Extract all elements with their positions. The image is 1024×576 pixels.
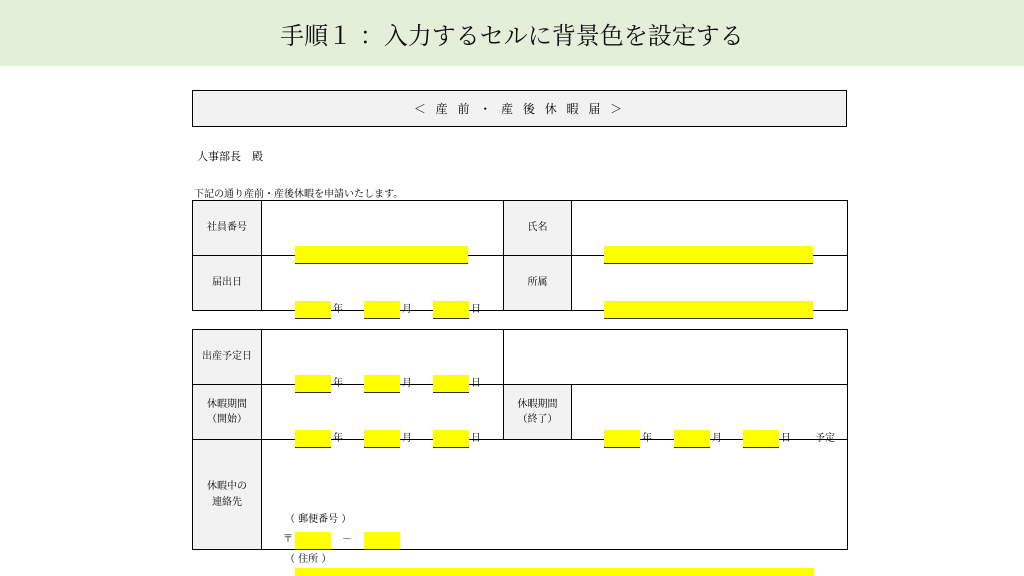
label-department: 所属 bbox=[504, 256, 572, 311]
unit-day: 日 bbox=[471, 378, 481, 389]
label-leave-start-line1: 休暇期間 bbox=[207, 398, 247, 410]
label-leave-start-line2: （開始） bbox=[207, 414, 247, 425]
label-contact bbox=[193, 440, 262, 550]
end-day-input[interactable] bbox=[743, 430, 779, 448]
unit-year: 年 bbox=[642, 433, 652, 444]
start-month-input[interactable] bbox=[364, 430, 400, 448]
label-due-date: 出産予定日 bbox=[193, 330, 262, 385]
name-input[interactable] bbox=[604, 246, 813, 264]
postal-mark: 〒 bbox=[283, 533, 293, 545]
leave-table bbox=[192, 329, 848, 565]
due-year-input[interactable] bbox=[295, 375, 331, 393]
start-year-input[interactable] bbox=[295, 430, 331, 448]
label-name: 氏名 bbox=[504, 201, 572, 256]
unit-month: 月 bbox=[402, 433, 412, 444]
department-input[interactable] bbox=[604, 301, 813, 319]
label-filing-date: 届出日 bbox=[193, 256, 262, 311]
postal-code-first-input[interactable] bbox=[295, 532, 331, 550]
unit-day: 日 bbox=[471, 304, 481, 315]
planned-text: 予定 bbox=[815, 433, 835, 444]
unit-year: 年 bbox=[333, 378, 343, 389]
unit-month: 月 bbox=[712, 433, 722, 444]
label-contact-line2: 連絡先 bbox=[212, 496, 242, 508]
address-input[interactable] bbox=[295, 568, 814, 576]
label-leave-end bbox=[504, 385, 572, 440]
step-title: 手順１ ：入力するセルに背景色を設定する bbox=[280, 21, 744, 50]
form-title: ＜ 産 前 ・ 産 後 休 暇 届 ＞ bbox=[413, 102, 626, 116]
unit-day: 日 bbox=[781, 433, 791, 444]
unit-year: 年 bbox=[333, 304, 343, 315]
unit-month: 月 bbox=[402, 378, 412, 389]
start-day-input[interactable] bbox=[433, 430, 469, 448]
unit-day: 日 bbox=[471, 433, 481, 444]
label-contact-line1: 休暇中の bbox=[207, 481, 247, 492]
filing-day-input[interactable] bbox=[433, 301, 469, 319]
unit-month: 月 bbox=[402, 304, 412, 315]
end-month-input[interactable] bbox=[674, 430, 710, 448]
postal-label: （ 郵便番号 ） bbox=[285, 513, 352, 525]
addressee: 人事部長 殿 bbox=[197, 150, 263, 163]
step-banner bbox=[0, 0, 1024, 66]
label-leave-start bbox=[193, 385, 262, 440]
address-label: （ 住所 ） bbox=[285, 553, 332, 565]
due-day-input[interactable] bbox=[433, 375, 469, 393]
label-leave-end-line2: （終了） bbox=[517, 414, 558, 425]
postal-code-second-input[interactable] bbox=[364, 532, 400, 550]
empty-cell bbox=[504, 330, 848, 385]
filing-year-input[interactable] bbox=[295, 301, 331, 319]
label-leave-end-line1: 休暇期間 bbox=[517, 398, 558, 410]
label-employee-no: 社員番号 bbox=[193, 201, 262, 256]
postal-dash: － bbox=[342, 533, 352, 545]
employee-no-input[interactable] bbox=[295, 246, 468, 264]
applicant-table bbox=[192, 200, 848, 315]
form-title-box bbox=[192, 90, 847, 127]
end-year-input[interactable] bbox=[604, 430, 640, 448]
intro-text: 下記の通り産前・産後休暇を申請いたします。 bbox=[194, 189, 404, 200]
filing-month-input[interactable] bbox=[364, 301, 400, 319]
due-month-input[interactable] bbox=[364, 375, 400, 393]
unit-year: 年 bbox=[333, 433, 343, 444]
